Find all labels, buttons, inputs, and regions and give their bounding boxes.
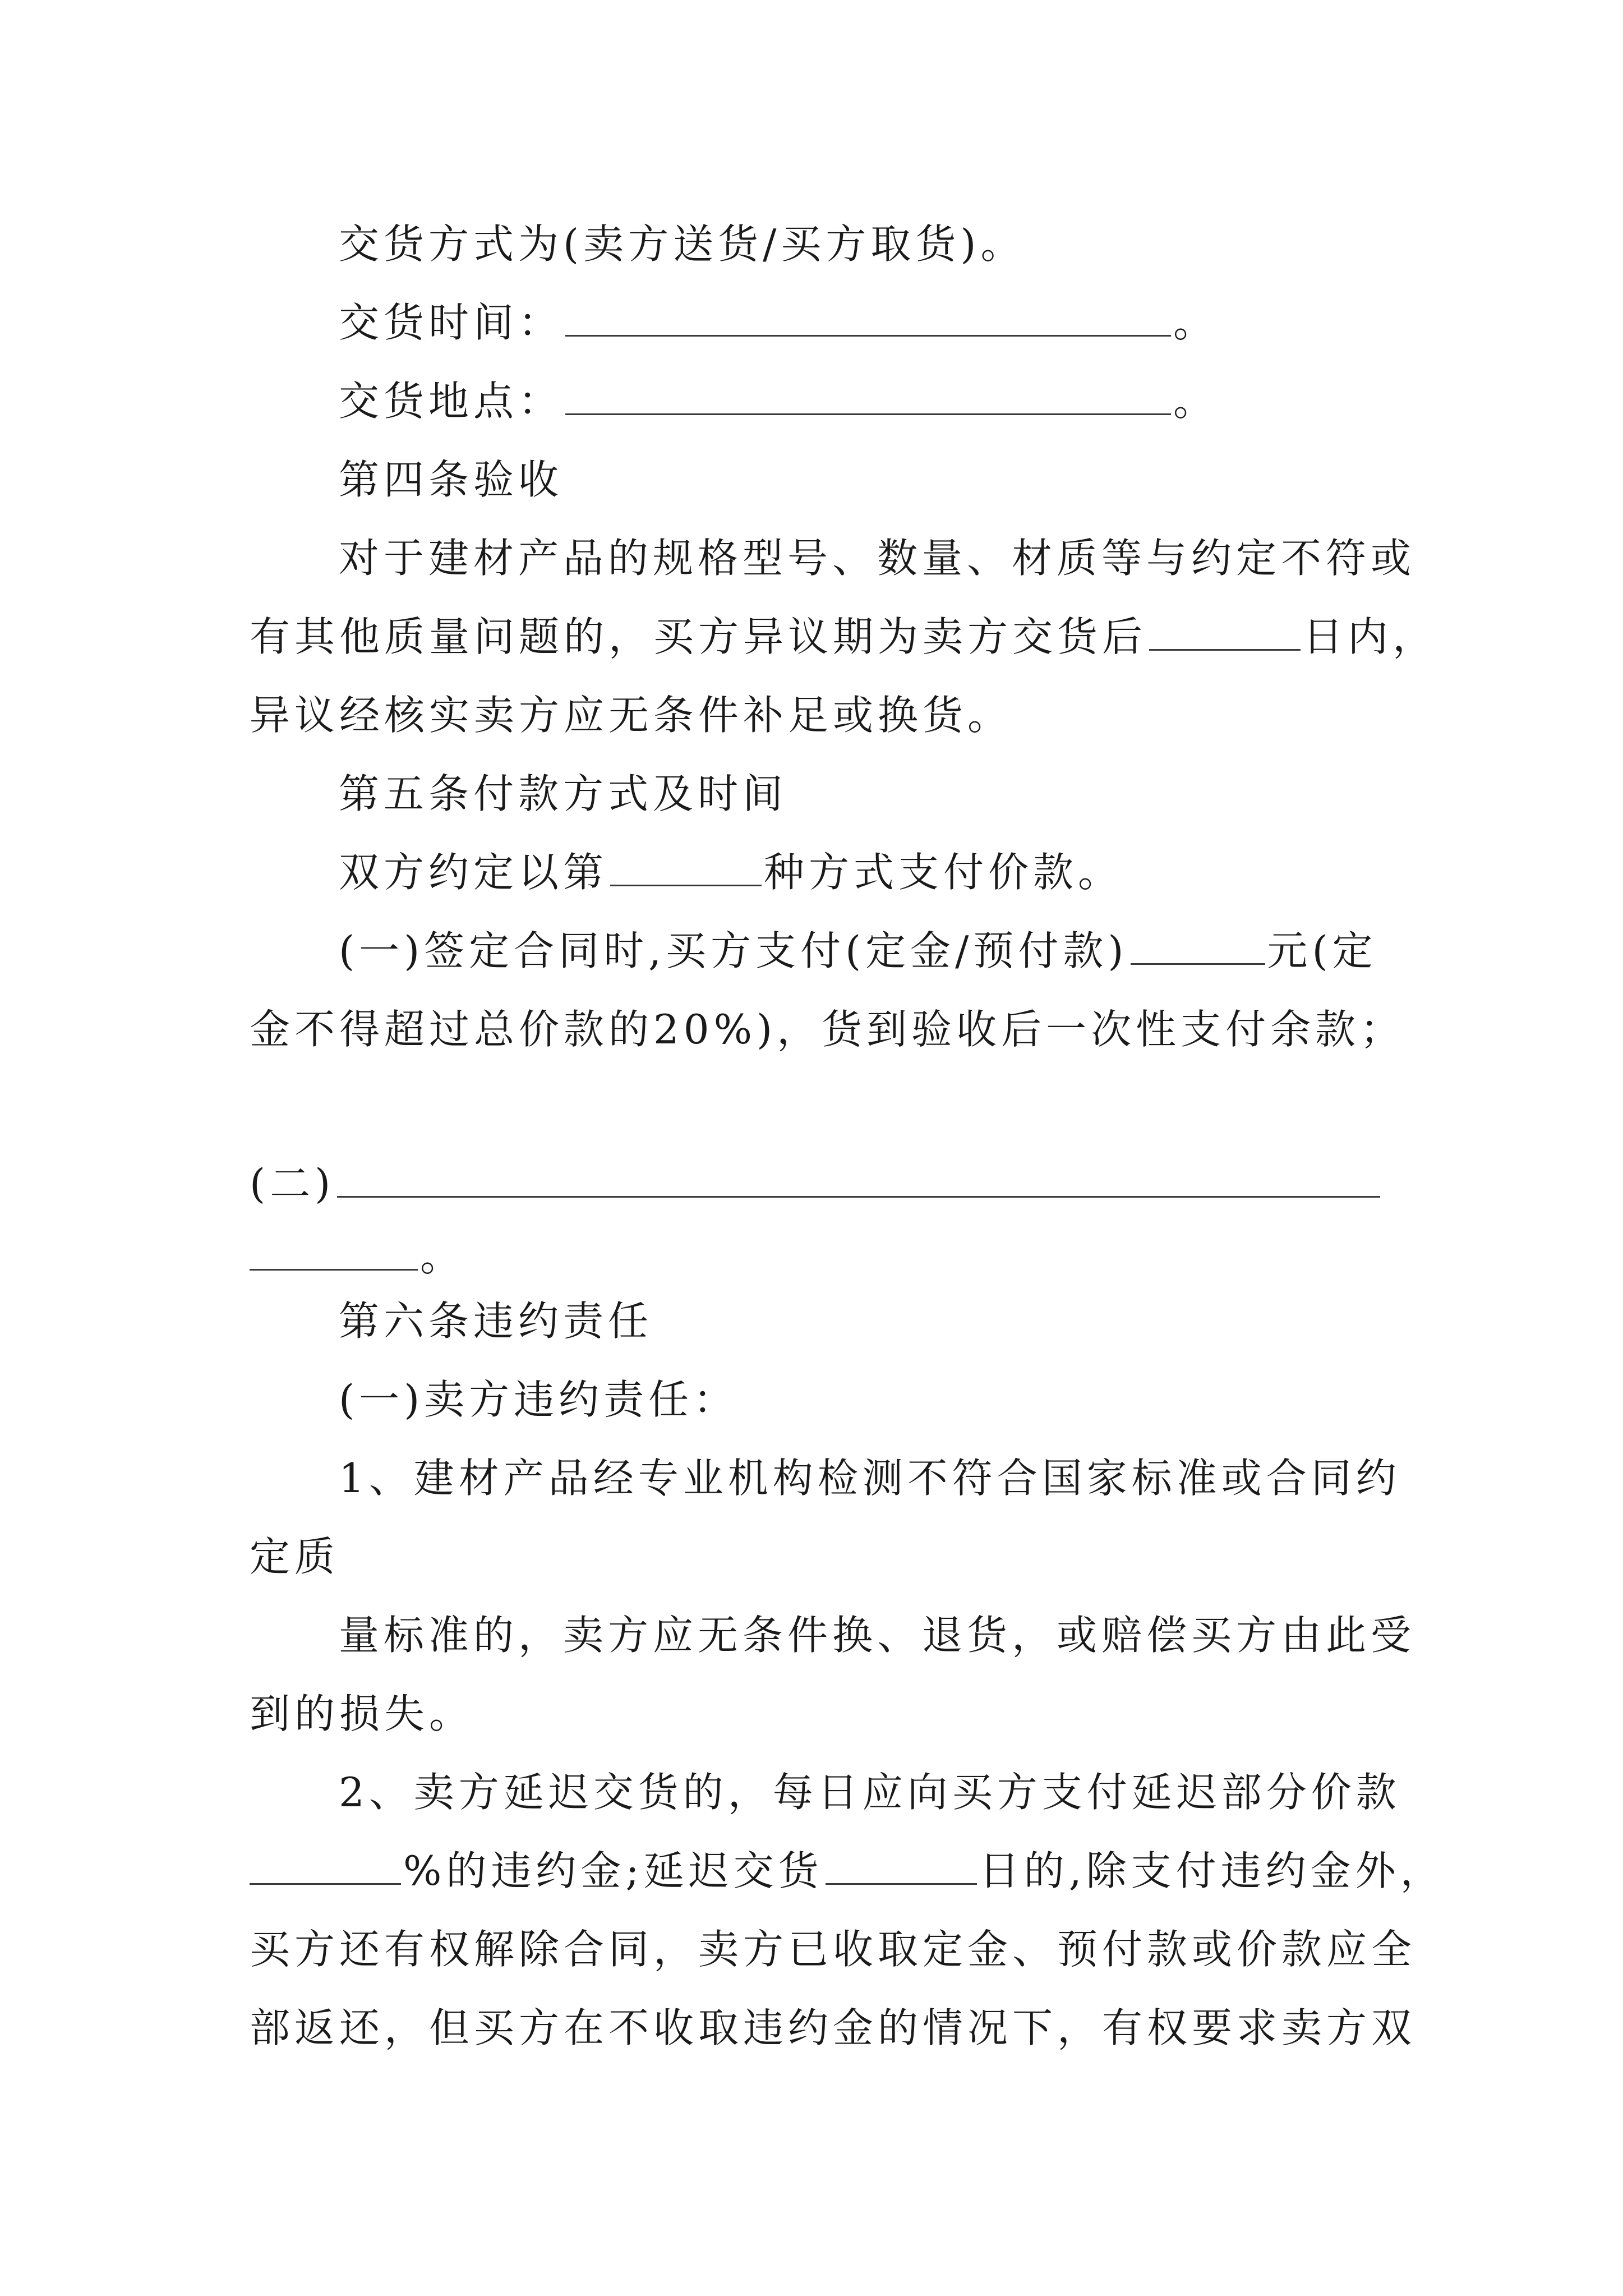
text: 对于建材产品的规格型号、数量、材质等与约定不符或 <box>339 535 1416 582</box>
payment-option-1-line-2 <box>250 1004 1405 1055</box>
article-6-heading <box>339 1296 1488 1346</box>
clause-2-line-1 <box>339 1767 1399 1818</box>
text: 。 <box>1173 299 1219 346</box>
clause-1-line-1 <box>339 1453 1399 1503</box>
text: (一)签定合同时,买方支付(定金/预付款) <box>339 927 1128 974</box>
text: 量标准的，卖方应无条件换、退货，或赔偿买方由此受 <box>339 1612 1416 1659</box>
text: 金不得超过总价款的20%)，货到验收后一次性支付余款； <box>250 1006 1405 1053</box>
payment-option-2-blank-continued[interactable] <box>250 1234 418 1271</box>
heading-text: 第四条验收 <box>339 456 564 503</box>
text: 定质 <box>250 1533 340 1580</box>
delivery-method-line <box>339 219 1488 269</box>
heading-text: 第六条违约责任 <box>339 1297 653 1345</box>
inspection-paragraph-line-3 <box>250 690 1399 740</box>
text: 到的损失。 <box>250 1690 474 1737</box>
heading-text: 第五条付款方式及时间 <box>339 770 788 817</box>
payment-option-2-blank[interactable] <box>337 1161 1380 1198</box>
text: 元(定 <box>1267 927 1377 974</box>
payment-option-2-continuation <box>250 1231 1399 1282</box>
text: 买方还有权解除合同，卖方已收取定金、预付款或价款应全 <box>250 1926 1417 1973</box>
clause-2-line-4 <box>250 2003 1417 2053</box>
text: 交货方式为(卖方送货/买方取货)。 <box>339 220 1026 268</box>
label: 交货地点： <box>339 378 564 425</box>
text: 2、卖方延迟交货的，每日应向买方支付延迟部分价款 <box>339 1769 1401 1816</box>
text: %的违约金;延迟交货 <box>403 1847 823 1894</box>
text: 部返还，但买方在不收取违约金的情况下，有权要求卖方双 <box>250 2004 1417 2051</box>
text: 1、建材产品经专业机构检测不符合国家标准或合同约 <box>339 1455 1401 1502</box>
clause-2-line-2 <box>250 1846 1445 1896</box>
inspection-paragraph-line-2 <box>250 611 1438 662</box>
delivery-time-blank[interactable] <box>565 300 1171 337</box>
inspection-paragraph-line-1 <box>339 533 1416 583</box>
text: 日的,除支付违约金外， <box>979 1847 1445 1894</box>
penalty-percent-blank[interactable] <box>250 1848 401 1885</box>
clause-1-line-3 <box>339 1610 1416 1660</box>
payment-option-1-line-1 <box>339 926 1488 976</box>
label: 交货时间： <box>339 299 564 346</box>
delay-days-blank[interactable] <box>826 1848 977 1885</box>
text: 有其他质量问题的，买方异议期为卖方交货后 <box>250 613 1147 660</box>
deposit-amount-blank[interactable] <box>1131 928 1265 965</box>
text: 种方式支付价款。 <box>764 849 1123 896</box>
text: 。 <box>420 1233 465 1280</box>
delivery-place-blank[interactable] <box>565 379 1171 415</box>
text: 异议经核实卖方应无条件补足或换货。 <box>250 692 1013 739</box>
text: 双方约定以第 <box>339 849 608 896</box>
text: 。 <box>1173 378 1219 425</box>
delivery-place-line <box>339 376 1488 426</box>
clause-1-line-4 <box>250 1688 1399 1739</box>
article-5-heading <box>339 769 1488 819</box>
text: 日内， <box>1303 613 1438 660</box>
text: (二) <box>250 1160 335 1207</box>
seller-liability-heading <box>339 1374 1488 1425</box>
payment-method-blank[interactable] <box>610 850 762 886</box>
payment-method-line <box>339 847 1488 898</box>
objection-days-blank[interactable] <box>1149 614 1301 651</box>
article-4-heading <box>339 454 1488 505</box>
payment-option-2-line <box>250 1158 1399 1209</box>
clause-1-line-2 <box>250 1531 1399 1582</box>
text: (一)卖方违约责任： <box>339 1376 739 1423</box>
delivery-time-line <box>339 297 1488 348</box>
clause-2-line-3 <box>250 1924 1417 1975</box>
